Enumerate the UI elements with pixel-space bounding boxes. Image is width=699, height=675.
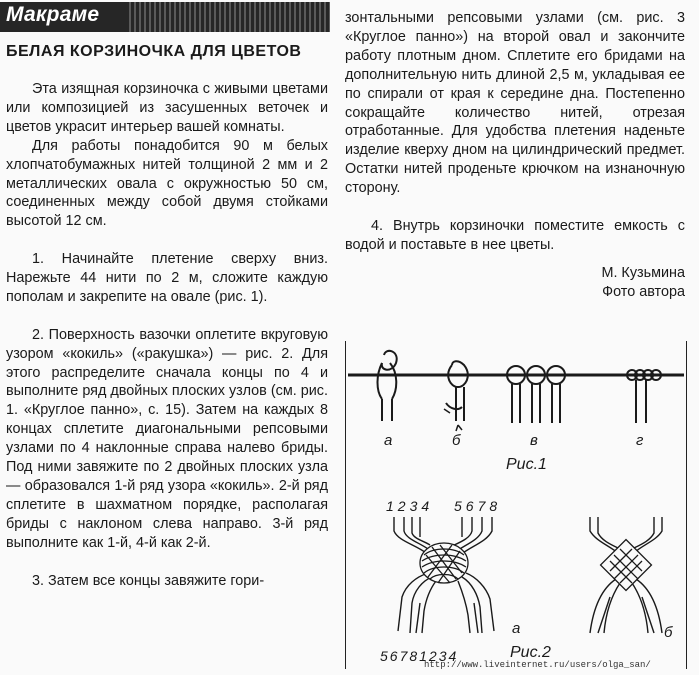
fig2-label-b: б [664,624,673,641]
fig1-label-b: б [452,432,461,449]
knot-d-illustration [627,370,661,423]
knot-a-illustration [378,351,397,421]
paragraph-intro: Эта изящная корзиночка с живыми цветами или композицией из засушенных веточек и цветов украсит интерьер вашей комнаты. [6,81,328,135]
paragraph-step-3: 3. Затем все концы завяжите гори- [32,572,265,589]
fig2-bottom-numbers: 56781234 [380,648,459,664]
paragraph-step-1: 1. Начинайте плетение сверху вниз. Нарежьте 44 нити по 2 м, сложите каждую пополам и закрепите на овале (рис. 1). [6,251,328,305]
knot-b-illustration [444,361,468,431]
left-column [6,80,328,590]
fig2-label-a: а [512,620,521,637]
paragraph-step-4: 4. Внутрь корзиночки поместите емкость с водой и поставьте в нее цветы. [345,217,685,253]
fig2b-knot [601,540,652,591]
fig1-caption: Рис.1 [506,456,547,473]
watermark-url: http://www.liveinternet.ru/users/olga_san/ [424,660,651,670]
article-title: БЕЛАЯ КОРЗИНОЧКА ДЛЯ ЦВЕТОВ [6,43,302,60]
fig1-label-d: г [636,432,644,449]
fig1-label-c: в [530,432,538,449]
fig2-caption: Рис.2 [510,644,551,661]
fig2-top-numbers-right: 5678 [454,498,502,514]
knot-diagrams [345,341,687,669]
fig2a-knot [420,543,468,583]
section-label: Макраме [6,3,100,26]
paragraph-materials: Для работы понадобится 90 м белых хлопчатобумажных нитей толщиной 2 мм и 2 металлических овала с окружностью 50 см, соединенных между собой двумя стойками высотой 12 см. [6,137,328,230]
banner-stripes [128,2,330,32]
author: М. Кузьмина [601,264,685,281]
photo-credit: Фото автора [602,283,685,300]
paragraph-step-3-cont: зонтальными репсовыми узлами (см. рис. 3 «Круглое панно») на второй овал и закончите работу плотным дном. Сплетите его бридами на дополнительную нить длиной 2,5 м, укладывая ее по спирали от края к середине дна. Постепенно сокращайте количество нитей, отрезая отработанные. Для удобства плетения наденьте изделие кверху дном на цилиндрический предмет. Остатки нитей проденьте крючком на изнаночную сторону. [345,10,685,197]
section-banner [0,2,330,32]
fig1-label-a: а [384,432,393,449]
paragraph-step-2: 2. Поверхность вазочки оплетите вкруговую узором «кокиль» («ракушка») — рис. 2. Для этого распределите сначала концы по 4 и выполните ряд двойных плоских узлов (см. рис. 1. «Круглое панно», с. 15). Затем на каждых 8 концах сплетите диагональными репсовыми узлами по 4 наклонные справа налево бриды. Под ними завяжите по 2 двойных плоских узла — образовался 1-й ряд узора «кокиль». 2-й ряд сплетите в шахматном порядке, располагая бриды с наклоном слева направо. 3-й ряд выполните как 1-й, 4-й как 2-й. [6,326,328,551]
knot-diagram-svg [346,341,686,669]
right-column [345,9,685,302]
fig2-top-numbers-left: 1234 [386,498,434,514]
